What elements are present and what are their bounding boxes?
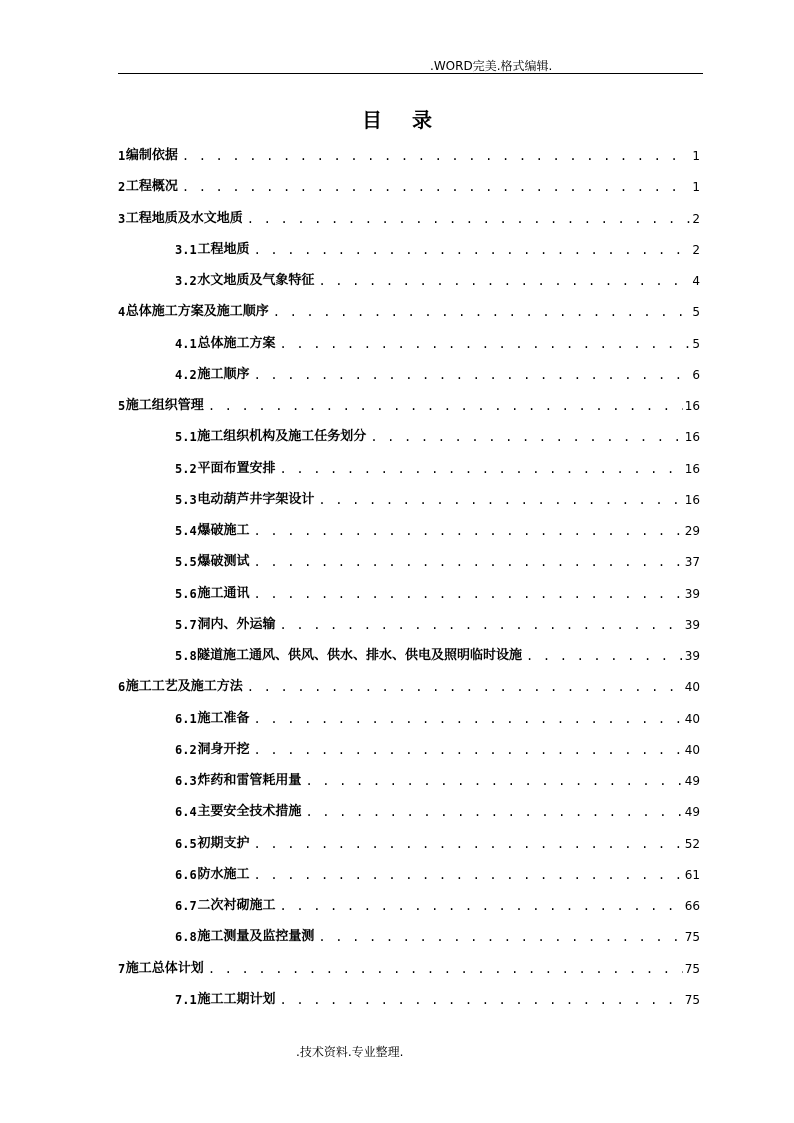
- toc-entry-number: 5.7: [175, 617, 197, 632]
- toc-entry[interactable]: [118, 207, 700, 227]
- toc-entry-label: 爆破施工: [197, 523, 250, 538]
- toc-entry-page-number: 5: [692, 305, 700, 320]
- toc-dot-leader: [280, 336, 691, 352]
- toc-entry-page-number: 16: [684, 430, 700, 445]
- toc-dot-leader: [305, 804, 682, 820]
- toc-entry-page-number: 1: [692, 149, 700, 163]
- toc-entry-label: 初期支护: [197, 835, 250, 851]
- toc-dot-leader: [280, 617, 683, 633]
- toc-entry-page-number: 6: [692, 367, 700, 382]
- toc-entry-page-number: 16: [684, 492, 700, 507]
- toc-dot-leader: [305, 773, 682, 789]
- toc-dot-leader: [280, 461, 683, 477]
- page-header-text: .WORD完美.格式编辑.: [430, 59, 553, 73]
- toc-entry-page-number: 37: [684, 555, 700, 570]
- toc-entry-page-number: 5: [692, 336, 700, 351]
- toc-entry-number: 6.1: [175, 711, 197, 726]
- toc-dot-leader: [318, 929, 682, 945]
- toc-entry-label: 施工组织管理: [125, 398, 204, 413]
- toc-entry-page-number: 49: [684, 774, 700, 788]
- toc-dot-leader: [182, 179, 691, 195]
- toc-entry-label: 平面布置安排: [197, 460, 276, 476]
- toc-dot-leader: [526, 648, 683, 664]
- toc-entry-label: 施工测量及监控量测: [197, 929, 315, 945]
- toc-entry[interactable]: [175, 832, 700, 852]
- toc-dot-leader: [208, 398, 683, 414]
- toc-dot-leader: [182, 148, 691, 164]
- toc-entry-page-number: 16: [684, 399, 700, 413]
- toc-entry-label: 施工工期计划: [197, 991, 276, 1007]
- toc-entry[interactable]: [175, 550, 700, 570]
- toc-entry-label: 施工准备: [197, 710, 250, 726]
- toc-entry[interactable]: [175, 519, 700, 539]
- toc-entry[interactable]: [118, 300, 700, 320]
- toc-entry-label: 二次衬砌施工: [197, 898, 276, 913]
- toc-entry-number: 5.5: [175, 555, 197, 570]
- toc-entry-page-number: 49: [684, 805, 700, 820]
- toc-entry-number: 6.6: [175, 867, 197, 882]
- toc-entry-label: 施工通讯: [197, 585, 250, 601]
- toc-entry-number: 1: [118, 149, 126, 163]
- toc-entry-label: 炸药和雷管耗用量: [197, 773, 302, 788]
- toc-entry[interactable]: [175, 613, 700, 633]
- toc-entry-number: 6.2: [175, 742, 197, 757]
- header-rule: [118, 73, 703, 74]
- toc-entry-label: 洞身开挖: [197, 741, 250, 757]
- toc-entry-label: 施工顺序: [197, 366, 250, 382]
- toc-entry[interactable]: [175, 582, 700, 602]
- toc-entry-label: 主要安全技术措施: [197, 804, 302, 820]
- toc-entry-number: 2: [118, 180, 126, 195]
- page-footer-text: .技术资料.专业整理.: [296, 1045, 404, 1059]
- toc-entry-label: 电动葫芦井字架设计: [197, 491, 315, 507]
- toc-entry[interactable]: [118, 144, 700, 164]
- toc-entry-page-number: 75: [684, 992, 700, 1007]
- toc-dot-leader: [318, 492, 682, 508]
- toc-entry-page-number: 1: [692, 180, 700, 195]
- toc-entry-page-number: 2: [692, 242, 700, 257]
- toc-entry-label: 施工工艺及施工方法: [125, 679, 243, 695]
- toc-entry-page-number: 52: [684, 836, 700, 851]
- toc-entry[interactable]: [175, 269, 700, 289]
- toc-entry-label: 施工总体计划: [125, 960, 204, 976]
- toc-entry-label: 水文地质及气象特征: [197, 273, 315, 288]
- toc-entry[interactable]: [175, 894, 700, 914]
- toc-dot-leader: [254, 242, 691, 258]
- toc-dot-leader: [254, 586, 683, 602]
- toc-entry[interactable]: [175, 457, 700, 477]
- toc-entry-label: 工程概况: [125, 179, 178, 195]
- toc-entry-page-number: 40: [684, 711, 700, 726]
- toc-entry-number: 5.8: [175, 649, 197, 663]
- toc-entry[interactable]: [175, 363, 700, 383]
- toc-entry-label: 爆破测试: [197, 554, 250, 570]
- toc-entry-number: 7.1: [175, 992, 197, 1007]
- toc-dot-leader: [247, 679, 683, 695]
- toc-entry-number: 5.3: [175, 492, 197, 507]
- toc-entry-label: 隧道施工通风、供风、供水、排水、供电及照明临时设施: [197, 648, 523, 663]
- toc-entry[interactable]: [175, 644, 700, 664]
- toc-entry[interactable]: [118, 675, 700, 695]
- toc-entry-label: 总体施工方案: [197, 335, 276, 351]
- toc-entry-number: 6.4: [175, 805, 197, 820]
- toc-entry-page-number: 39: [684, 586, 700, 601]
- toc-entry-number: 3.1: [175, 242, 197, 257]
- toc-entry[interactable]: [175, 800, 700, 820]
- toc-entry[interactable]: [175, 332, 700, 352]
- toc-entry[interactable]: [118, 394, 700, 414]
- toc-entry-page-number: 66: [684, 899, 700, 913]
- toc-entry-label: 工程地质: [197, 241, 250, 257]
- toc-entry-number: 6.7: [175, 899, 197, 913]
- toc-dot-leader: [254, 367, 691, 383]
- toc-title-char-1: 目: [362, 108, 382, 132]
- toc-dot-leader: [273, 304, 691, 320]
- toc-entry-number: 7: [118, 961, 126, 976]
- toc-dot-leader: [254, 836, 683, 852]
- toc-entry-page-number: 61: [684, 867, 700, 882]
- toc-entry-page-number: 29: [684, 524, 700, 538]
- toc-entry-page-number: 75: [684, 961, 700, 976]
- toc-entry[interactable]: [175, 425, 700, 445]
- toc-entry[interactable]: [118, 957, 700, 977]
- toc-entry-number: 6.3: [175, 774, 197, 788]
- toc-title: [0, 104, 794, 133]
- toc-dot-leader: [280, 898, 683, 914]
- toc-entry[interactable]: [175, 863, 700, 883]
- toc-entry-number: 4.2: [175, 367, 197, 382]
- toc-entry[interactable]: [175, 707, 700, 727]
- toc-entry[interactable]: [175, 488, 700, 508]
- toc-entry-label: 施工组织机构及施工任务划分: [197, 429, 367, 445]
- toc-dot-leader: [247, 211, 691, 227]
- toc-entry-number: 5.4: [175, 524, 197, 538]
- toc-dot-leader: [370, 429, 682, 445]
- toc-entry-page-number: 39: [684, 617, 700, 632]
- toc-entry-number: 5: [118, 399, 126, 413]
- toc-title-char-2: 录: [412, 108, 432, 132]
- toc-entry-number: 5.1: [175, 430, 197, 445]
- toc-entry-label: 防水施工: [197, 866, 250, 882]
- toc-entry[interactable]: [175, 738, 700, 758]
- toc-entry-page-number: 75: [684, 930, 700, 945]
- toc-entry-label: 洞内、外运输: [197, 616, 276, 632]
- toc-entry[interactable]: [175, 238, 700, 258]
- toc-entry-number: 3: [118, 211, 126, 226]
- toc-dot-leader: [254, 867, 683, 883]
- toc-entry[interactable]: [175, 769, 700, 789]
- toc-entry-page-number: 39: [684, 649, 700, 663]
- toc-entry-number: 6.8: [175, 930, 197, 945]
- toc-entry-number: 6.5: [175, 836, 197, 851]
- toc-entry-label: 总体施工方案及施工顺序: [125, 304, 269, 320]
- toc-entry-number: 4: [118, 305, 126, 320]
- toc-entry-label: 工程地质及水文地质: [125, 210, 243, 226]
- toc-dot-leader: [254, 554, 683, 570]
- toc-dot-leader: [254, 742, 683, 758]
- toc-dot-leader: [254, 523, 683, 539]
- toc-dot-leader: [208, 961, 683, 977]
- toc-entry-label: 编制依据: [125, 148, 178, 163]
- toc-entry-number: 3.2: [175, 274, 197, 288]
- toc-entry[interactable]: [175, 925, 700, 945]
- toc-entry-page-number: 40: [684, 680, 700, 695]
- toc-dot-leader: [280, 992, 683, 1008]
- toc-entry[interactable]: [175, 988, 700, 1008]
- toc-entry-number: 5.2: [175, 461, 197, 476]
- toc-entry-page-number: 4: [692, 274, 700, 288]
- toc-entry-number: 4.1: [175, 336, 197, 351]
- toc-entry-page-number: 2: [692, 211, 700, 226]
- toc-dot-leader: [318, 273, 690, 289]
- toc-entry-number: 6: [118, 680, 126, 695]
- toc-entry-number: 5.6: [175, 586, 197, 601]
- toc-entry[interactable]: [118, 175, 700, 195]
- toc-entry-page-number: 40: [684, 742, 700, 757]
- toc-dot-leader: [254, 711, 683, 727]
- toc-entry-page-number: 16: [684, 461, 700, 476]
